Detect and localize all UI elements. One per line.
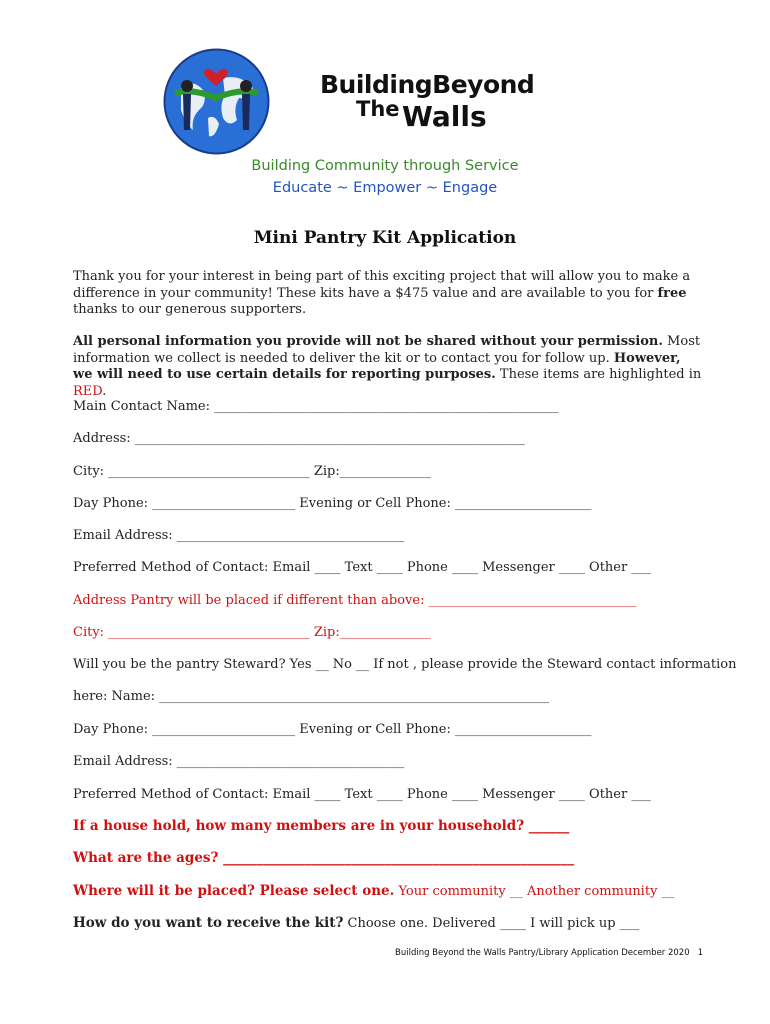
privacy-bold-1: All personal information you provide will not be shared without your permission. [73,334,663,349]
logo-line-2-walls: Walls [402,100,487,133]
privacy-paragraph [73,334,703,400]
intro-text-1: Thank you for your interest in being part of this exciting project that will allow you to make a difference in your community! These kits have a $475 value and are available to you for [73,269,691,301]
logo-line-2-the: The [356,97,400,121]
privacy-text-2: These items are highlighted in [495,367,702,382]
intro-text-2: thanks to our generous supporters. [73,302,307,317]
pantry-city-zip-field[interactable]: City: _______________________________ Zip:______________ [73,625,431,640]
steward-question[interactable]: Will you be the pantry Steward? Yes __ No __ If not , please provide the Steward contact information [73,657,737,672]
address-field[interactable]: Address: ____________________________________________________________ [73,431,525,446]
email-field[interactable]: Email Address: ___________________________________ [73,528,405,543]
preferred-contact-field[interactable]: Preferred Method of Contact: Email ____ Text ____ Phone ____ Messenger ____ Other ___ [73,560,651,575]
steward-day-phone-field[interactable]: Day Phone: ______________________ Evening or Cell Phone: _____________________ [73,722,592,737]
privacy-red-word: RED [73,383,103,399]
city-zip-field[interactable]: City: _______________________________ Zip:______________ [73,464,431,479]
tagline-secondary: Educate ~ Empower ~ Engage [272,180,498,196]
placement-question: Where will it be placed? Please select one. [73,883,395,899]
pantry-address-field[interactable]: Address Pantry will be placed if different than above: ________________________________ [73,593,637,608]
steward-preferred-contact-field[interactable]: Preferred Method of Contact: Email ____ Text ____ Phone ____ Messenger ____ Other ___ [73,787,651,802]
privacy-bold-2: However, we will need to use certain details for reporting purposes. [73,350,681,382]
brand-logo-text [320,70,540,140]
main-contact-field[interactable]: Main Contact Name: _____________________________________________________ [73,399,559,414]
intro-paragraph [73,269,703,319]
page-title: Mini Pantry Kit Application [253,228,517,248]
logo-globe-icon [163,48,270,155]
intro-free: free [657,285,687,301]
steward-name-field[interactable]: here: Name: ____________________________________________________________ [73,689,550,704]
logo-line-1: BuildingBeyond [320,70,535,99]
privacy-text-1: Most information we collect is needed to deliver the kit or to contact you for follow up. [73,334,701,366]
page-footer [395,948,703,958]
ages-field[interactable]: What are the ages? ____________________________________________________ [73,850,575,866]
receive-options[interactable]: Choose one. Delivered ____ I will pick up ___ [343,916,640,931]
privacy-end: . [102,383,107,399]
placement-options[interactable]: Your community __ Another community __ [394,884,675,899]
placement-field[interactable] [73,883,675,899]
page-number: 1 [697,948,704,958]
household-members-field[interactable]: If a house hold, how many members are in your household? ______ [73,818,570,834]
steward-email-field[interactable]: Email Address: ___________________________________ [73,754,405,769]
receive-kit-field[interactable] [73,915,639,931]
tagline-primary: Building Community through Service [251,158,519,174]
receive-question: How do you want to receive the kit? [73,915,344,931]
day-phone-field[interactable]: Day Phone: ______________________ Evening or Cell Phone: _____________________ [73,496,592,511]
footer-text: Building Beyond the Walls Pantry/Library Application December 2020 [395,948,690,958]
